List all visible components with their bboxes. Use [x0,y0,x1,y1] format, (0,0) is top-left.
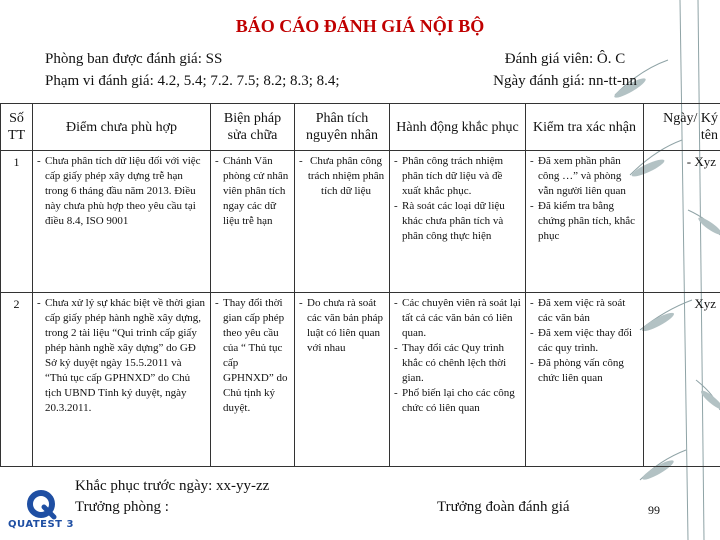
list-item: - Các chuyên viên rà soát lại tất cả các văn bản có liên quan. [394,296,521,341]
list-item: - Đã kiểm tra bằng chứng phân tích, khắc phục [530,199,639,244]
list-item: - Đã xem việc thay đổi các quy trình. [530,326,639,356]
action-cell [390,293,526,467]
list-item: - Phổ biến lại cho các công chức có liên quan [394,386,521,416]
list-item: - Đã xem việc rà soát các văn bản [530,296,639,326]
nonconformity-cell [33,151,211,293]
header-sign: Ngày/ Ký tên [644,104,720,151]
list-item: - Thay đổi các Quy trình khắc có chênh lệch thời gian. [394,341,521,386]
verification-cell [526,151,644,293]
action-cell [390,151,526,293]
nonconformity-cell [33,293,211,467]
list-item: - Đã phòng vấn công chức liên quan [530,356,639,386]
list-item: - Chánh Văn phòng cử nhân viên phân tích ngay các dữ liệu trễ hạn [215,154,290,229]
header-nonconformity: Điểm chưa phù hợp [33,104,211,151]
report-title: BÁO CÁO ĐÁNH GIÁ NỘI BỘ [235,16,485,36]
list-item: - Chưa phân tích dữ liệu đối với việc cấp giấy phép xây dựng trễ hạn trong 6 tháng đầu năm 2013. Điều này chưa phù hợp theo yêu cầu tại điều 8.4, ISO 9001 [37,154,206,229]
head-signature-label: Trưởng phòng : [75,499,169,515]
list-item: - Đã xem phần phân công …” và phòng vẫn người liên quan [530,154,639,199]
signature-cell: Xyz [644,293,720,467]
header-cause: Phân tích nguyên nhân [295,104,390,151]
logo-text: QUATEST 3 [8,519,74,530]
team-lead-signature-label: Trưởng đoàn đánh giá [437,499,570,515]
table-row [1,151,720,293]
audit-info-left [45,48,340,92]
list-item: - Chưa phân công trách nhiệm phân tích dữ liệu [299,154,385,199]
correction-cell [211,151,295,293]
page-number: 99 [648,503,660,517]
header-action: Hành động khắc phục [390,104,526,151]
quatest-logo-icon [6,490,76,538]
correction-cell [211,293,295,467]
header-correction: Biện pháp sửa chữa [211,104,295,151]
deadline-text: Khắc phục trước ngày: xx-yy-zz [75,478,270,494]
list-item: - Do chưa rà soát các văn bản pháp luật có liên quan với nhau [299,296,385,356]
cause-cell [295,151,390,293]
row-number: 1 [1,151,33,293]
row-number: 2 [1,293,33,467]
header-verification: Kiểm tra xác nhận [526,104,644,151]
signature-cell: - Xyz [644,151,720,293]
list-item: - Phân công trách nhiệm phân tích dữ liệu và đề xuất khắc phục. [394,154,521,199]
list-item: - Rà soát các loại dữ liệu khác chưa phân tích và phân công thực hiện [394,199,521,244]
audit-scope: Phạm vi đánh giá: 4.2, 5.4; 7.2. 7.5; 8.2; 8.3; 8.4; [45,73,340,89]
audited-department: Phòng ban được đánh giá: SS [45,51,223,67]
table-header-row [1,104,720,151]
auditor-name: Đánh giá viên: Ô. C [504,51,626,67]
nonconformity-table [0,103,720,467]
header-no: Số TT [1,104,33,151]
verification-cell [526,293,644,467]
list-item: - Thay đổi thời gian cấp phép theo yêu cầu của “ Thủ tục cấp GPHNXD” do Chủ tịnh ký duyệt. [215,296,290,416]
table-row [1,293,720,467]
audit-info-right [455,48,675,92]
cause-cell [295,293,390,467]
list-item: - Chưa xử lý sự khác biệt về thời gian cấp giấy phép hành nghề xây dựng, trong 2 tài liệu “Qui trình cấp giấy phép hành nghề xây dựng” do GĐ Sở ký duyệt ngày 15.5.2011 và “Thủ tục cấp GPHNXD” do Chủ tịch UBND Tỉnh ký duyệt, ngày 20.3.2011. [37,296,206,416]
audit-date: Ngày đánh giá: nn-tt-nn [493,73,637,89]
